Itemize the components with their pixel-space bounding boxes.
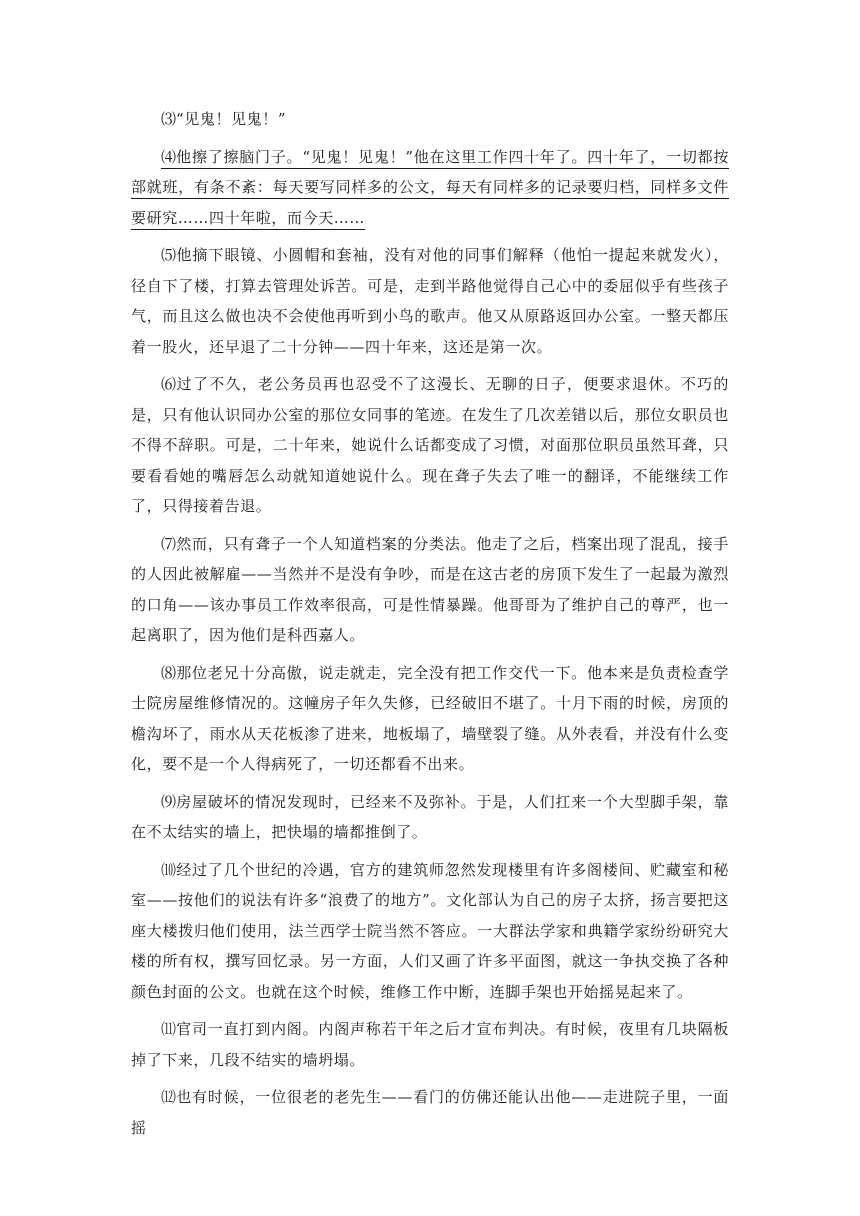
paragraph-12 bbox=[131, 1082, 729, 1143]
paragraph-number: ⑶ bbox=[161, 110, 177, 128]
paragraph-text: 经过了几个世纪的冷遇，官方的建筑师忽然发现楼里有许多阁楼间、贮藏室和秘室——按他们的说法有许多“浪费了的地方”。文化部认为自己的房子太挤，扬言要把这座大楼拨归他们使用，法兰西学士院当然不答应。一大群法学家和典籍学家纷纷研究大楼的所有权，撰写回忆录。另一方面，人们又画了许多平面图，就这一争执交换了各种颜色封面的公文。也就在这个时候，维修工作中断，连脚手架也开始摇晃起来了。 bbox=[131, 860, 729, 1001]
paragraph-text: 然而，只有聋子一个人知道档案的分类法。他走了之后，档案出现了混乱，接手的人因此被解雇——当然并不是没有争吵，而是在这古老的房顶下发生了一起最为激烈的口角——该办事员工作效率很高，可是性情暴躁。他哥哥为了维护自己的尊严，也一起离职了，因为他们是科西嘉人。 bbox=[131, 534, 729, 644]
paragraph-text: “见鬼！见鬼！” bbox=[176, 110, 287, 128]
article-body bbox=[131, 104, 729, 1150]
paragraph-text: 那位老兄十分高傲，说走就走，完全没有把工作交代一下。他本来是负责检查学士院房屋维修情况的。这幢房子年久失修，已经破旧不堪了。十月下雨的时候，房顶的檐沟坏了，雨水从天花板渗了进来，地板塌了，墙壁裂了缝。从外表看，并没有什么变化，要不是一个人得病死了，一切还都看不出来。 bbox=[131, 663, 729, 773]
paragraph-5 bbox=[131, 240, 729, 362]
paragraph-number: ⑷ bbox=[161, 147, 177, 166]
paragraph-number: ⑻ bbox=[161, 663, 177, 682]
paragraph-text: 过了不久，老公务员再也忍受不了这漫长、无聊的日子，便要求退休。不巧的是，只有他认识同办公室的那位女同事的笔迹。在发生了几次差错以后，那位女职员也不得不辞职。可是，二十年来，她说什么话都变成了习惯，对面那位职员虽然耳聋，只要看看她的嘴唇怎么动就知道她说什么。现在聋子失去了唯一的翻译，不能继续工作了，只得接着告退。 bbox=[131, 375, 729, 515]
paragraph-text: 官司一直打到内阁。内阁声称若干年之后才宣布判决。有时候，夜里有几块隔板掉了下来，几段不结实的墙坍塌。 bbox=[131, 1020, 729, 1069]
paragraph-number: ⑿ bbox=[161, 1088, 177, 1106]
paragraph-10 bbox=[131, 855, 729, 1008]
paragraph-6 bbox=[131, 369, 729, 522]
paragraph-4 bbox=[131, 142, 729, 234]
paragraph-number: ⑹ bbox=[161, 375, 177, 393]
paragraph-number: ⑼ bbox=[161, 792, 177, 811]
paragraph-text: 房屋破坏的情况发现时，已经来不及弥补。于是，人们扛来一个大型脚手架，靠在不太结实的墙上，把快塌的墙都推倒了。 bbox=[131, 792, 729, 841]
paragraph-3 bbox=[131, 104, 729, 135]
paragraph-number: ⑽ bbox=[161, 860, 177, 879]
paragraph-text: 他摘下眼镜、小圆帽和套袖，没有对他的同事们解释（他怕一提起来就发火），径自下了楼，打算去管理处诉苦。可是，走到半路他觉得自己心中的委屈似乎有些孩子气，而且这么做也决不会使他再听到小鸟的歌声。他又从原路返回办公室。一整天都压着一股火，还早退了二十分钟——四十年来，这还是第一次。 bbox=[131, 246, 729, 356]
paragraph-number: ⑺ bbox=[161, 534, 177, 553]
paragraph-7 bbox=[131, 529, 729, 651]
paragraph-9 bbox=[131, 787, 729, 848]
paragraph-number: ⑾ bbox=[161, 1020, 177, 1038]
paragraph-11 bbox=[131, 1014, 729, 1075]
paragraph-number: ⑸ bbox=[161, 246, 177, 264]
paragraph-text: 他擦了擦脑门子。“见鬼！见鬼！”他在这里工作四十年了。四十年了，一切都按部就班，有条不紊：每天要写同样多的公文，每天有同样多的记录要归档，同样多文件要研究……四十年啦，而今天…… bbox=[131, 147, 729, 227]
paragraph-text: 也有时候，一位很老的老先生——看门的仿佛还能认出他——走进院子里，一面摇 bbox=[131, 1088, 729, 1137]
paragraph-8 bbox=[131, 658, 729, 780]
